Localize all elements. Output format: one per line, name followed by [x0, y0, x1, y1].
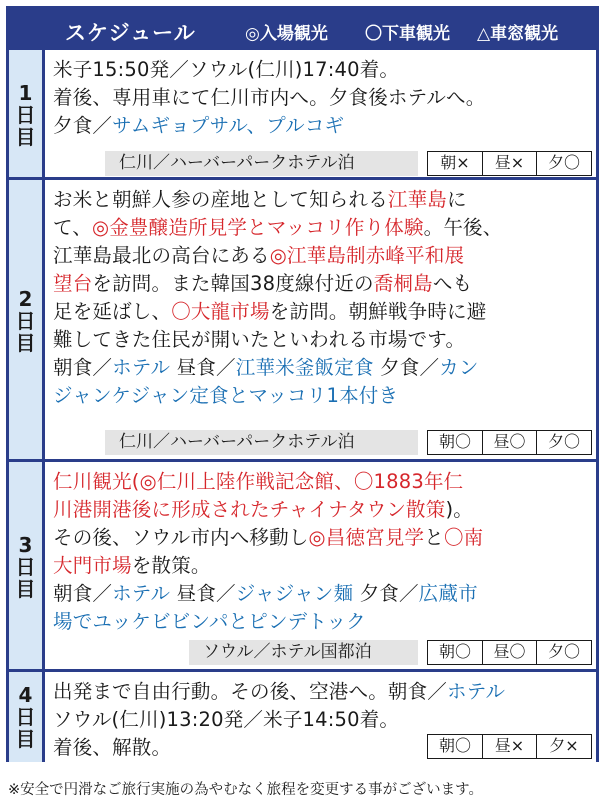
hotel-label: ソウル／ホテル国都泊 [189, 640, 418, 665]
day-label-char: 日 [15, 103, 36, 127]
meal-text: ホテル [447, 680, 506, 703]
description-line [53, 580, 590, 608]
description-text: に [447, 188, 467, 211]
description-text: )。 [445, 498, 473, 521]
meal-dinner: 夕〇 [536, 430, 592, 455]
meal-text: 江華米釜飯定食 [235, 356, 374, 379]
meal-lunch: 昼× [482, 151, 538, 176]
day-row [9, 459, 596, 672]
description-line [53, 56, 590, 84]
description-text: 足を延ばし、 [53, 300, 172, 323]
description-line [53, 382, 590, 410]
day-row [9, 177, 596, 462]
day-label [9, 672, 45, 762]
description-text: を訪問。朝鮮戦争時に避 [269, 300, 487, 323]
day-label [9, 50, 45, 180]
meal-lunch: 昼〇 [482, 430, 538, 455]
meal-text: ホテル [112, 582, 171, 605]
meal-text: サムギョプサル、プルコギ [112, 114, 345, 137]
day-label-char: 目 [15, 727, 36, 751]
description-text: 着後、専用車にて仁川市内へ。夕食後ホテルへ。 [53, 86, 486, 109]
sightseeing-text: 〇南 [443, 526, 484, 549]
day-label-char: 4 [18, 683, 33, 707]
description-text: 出発まで自由行動。その後、空港へ。朝食／ [53, 680, 448, 703]
description-line [53, 524, 590, 552]
meal-dinner: 夕〇 [536, 151, 592, 176]
day-label-char: 3 [18, 533, 33, 557]
day-description [53, 468, 590, 636]
meal-text: カン [439, 356, 479, 379]
description-text: お米と朝鮮人参の産地として知られる [53, 188, 388, 211]
description-line [53, 298, 590, 326]
description-line [53, 552, 590, 580]
sightseeing-text: 喬桐島 [373, 272, 433, 295]
day-label-char: 目 [15, 125, 36, 149]
description-text: て、 [53, 216, 93, 239]
meal-text: ジャジャン麺 [235, 582, 354, 605]
schedule-table [6, 6, 599, 762]
schedule-title: スケジュール [65, 21, 196, 45]
meal-boxes [429, 734, 593, 759]
meal-lunch: 昼× [482, 734, 538, 759]
hotel-label: 仁川／ハーバーパークホテル泊 [105, 151, 418, 176]
description-line [53, 706, 590, 734]
day-label-char: 2 [18, 287, 33, 311]
sightseeing-text: ◎金豊醸造所見学とマッコリ作り体験 [92, 216, 424, 239]
hotel-label: 仁川／ハーバーパークホテル泊 [105, 430, 418, 455]
description-line [53, 214, 590, 242]
description-line [53, 326, 590, 354]
sightseeing-text: 仁川観光(◎仁川上陸作戦記念館、〇1883年仁 [53, 470, 464, 493]
meal-breakfast: 朝〇 [427, 430, 483, 455]
meal-dinner: 夕〇 [536, 640, 592, 665]
day-row [9, 47, 596, 180]
description-text: 夕食／ [353, 582, 419, 605]
description-line [53, 468, 590, 496]
description-line [53, 84, 590, 112]
day-description [53, 186, 590, 410]
day-label-char: 日 [15, 705, 36, 729]
day-label-char: 1 [18, 81, 33, 105]
legend-admission: ◎入場観光 [245, 24, 328, 44]
day-label-char: 日 [15, 309, 36, 333]
day-label-char: 目 [15, 331, 36, 355]
description-text: 米子15:50発／ソウル(仁川)17:40着。 [53, 58, 400, 81]
description-text: 江華島最北の高台にある [53, 244, 270, 267]
description-text: 夕食／ [53, 114, 113, 137]
meal-lunch: 昼〇 [482, 640, 538, 665]
sightseeing-text: 江華島 [387, 188, 448, 211]
meal-boxes [429, 640, 593, 665]
meal-boxes [429, 430, 593, 455]
description-text: 着後、解散。 [53, 736, 172, 759]
description-line [53, 354, 590, 382]
description-text: 。午後、 [423, 216, 503, 239]
meal-dinner: 夕× [536, 734, 592, 759]
description-text: 朝食／ [53, 582, 113, 605]
meal-text: ジャンケジャン定食とマッコリ1本付き [53, 384, 399, 407]
sightseeing-text: 望台 [53, 272, 93, 295]
description-text: ソウル(仁川)13:20発／米子14:50着。 [53, 708, 400, 731]
sightseeing-text: 川港開港後に形成されたチャイナタウン散策 [53, 498, 446, 521]
description-text: 夕食／ [373, 356, 440, 379]
description-text: 朝食／ [53, 356, 113, 379]
day-label [9, 462, 45, 672]
description-text: へも [432, 272, 473, 295]
description-line [53, 112, 590, 140]
meal-text: ホテル [112, 356, 171, 379]
day-label-char: 日 [15, 555, 36, 579]
day-description [53, 56, 590, 140]
description-line [53, 496, 590, 524]
meal-breakfast: 朝〇 [427, 734, 483, 759]
description-text: 難してきた住民が開いたといわれる市場です。 [53, 328, 466, 351]
meal-boxes [429, 151, 593, 176]
sightseeing-text: ◎江華島制赤峰平和展 [269, 244, 465, 267]
legend-stop: 〇下車観光 [365, 24, 450, 44]
meal-breakfast: 朝〇 [427, 640, 483, 665]
description-text: 昼食／ [170, 356, 236, 379]
description-text: 昼食／ [170, 582, 236, 605]
description-text: を散策。 [131, 554, 211, 577]
description-text: を訪問。また韓国38度線付近の [92, 272, 374, 295]
day-label-char: 目 [15, 577, 36, 601]
description-line [53, 270, 590, 298]
sightseeing-text: 〇大龍市場 [171, 300, 270, 323]
description-text: と [424, 526, 444, 549]
meal-breakfast: 朝× [427, 151, 483, 176]
sightseeing-text: 大門市場 [53, 554, 132, 577]
schedule-header [9, 9, 596, 47]
day-row [9, 669, 596, 762]
legend-window: △車窓観光 [477, 24, 559, 44]
footnote: ※安全で円滑なご旅行実施の為やむなく旅程を変更する事がございます。 [8, 782, 483, 798]
description-line [53, 186, 590, 214]
description-line [53, 608, 590, 636]
day-label [9, 180, 45, 462]
meal-text: 場でユッケビビンパとピンデトック [53, 610, 366, 633]
description-line [53, 678, 590, 706]
meal-text: 広蔵市 [418, 582, 478, 605]
sightseeing-text: ◎昌徳宮見学 [308, 526, 425, 549]
description-text: その後、ソウル市内へ移動し [53, 526, 309, 549]
description-line [53, 242, 590, 270]
